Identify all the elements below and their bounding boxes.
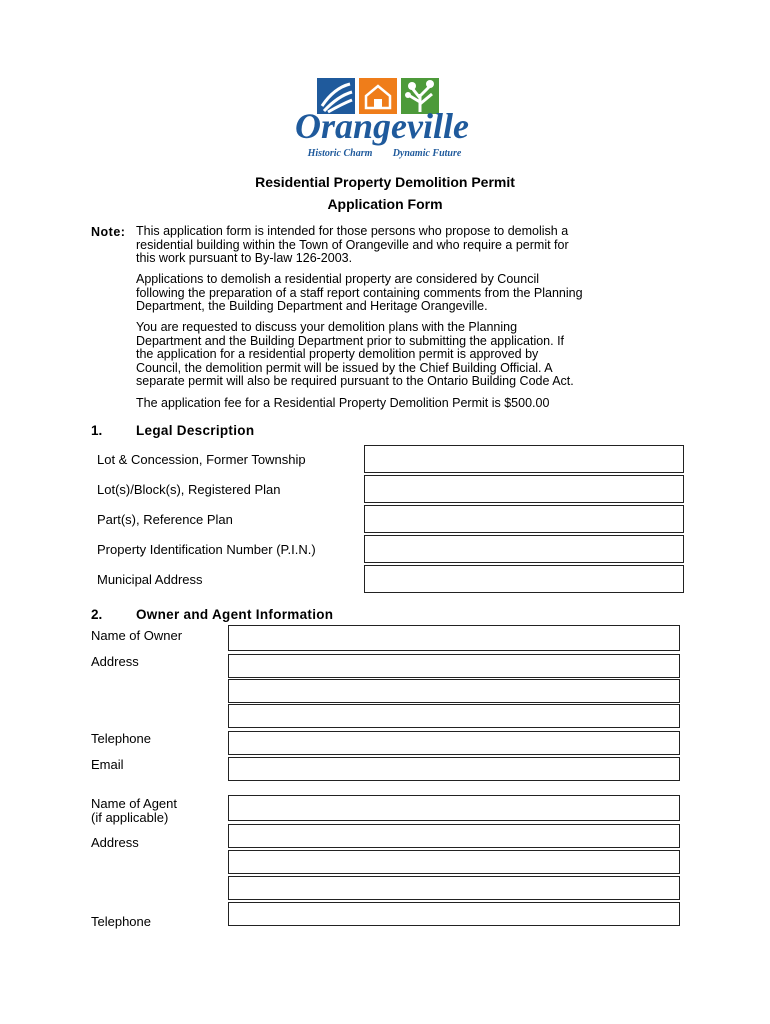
lot-concession-input[interactable] [364,445,684,473]
agent-address-input-1[interactable] [228,824,680,848]
form-title: Residential Property Demolition Permit [255,174,515,190]
orangeville-logo [262,74,502,164]
owner-address-input-1[interactable] [228,654,680,678]
owner-address-input-2[interactable] [228,679,680,703]
note-paragraph-fee: The application fee for a Residential Property Demolition Permit is $500.00 [136,396,550,410]
owner-telephone-label: Telephone [91,731,151,746]
logo-tagline-left: Historic Charm [307,148,373,159]
owner-address-label: Address [91,654,139,669]
owner-name-input[interactable] [228,625,680,651]
agent-name-input[interactable] [228,795,680,821]
agent-name-label: Name of Agent [91,796,177,811]
lot-block-label: Lot(s)/Block(s), Registered Plan [97,482,281,497]
owner-email-label: Email [91,757,124,772]
municipal-address-input[interactable] [364,565,684,593]
section-2-title: Owner and Agent Information [136,607,334,622]
owner-address-input-3[interactable] [228,704,680,728]
agent-applicable-label: (if applicable) [91,810,169,825]
agent-telephone-label: Telephone [91,914,151,929]
note-label: Note: [91,225,126,239]
lot-block-input[interactable] [364,475,684,503]
agent-telephone-input[interactable] [228,902,680,926]
section-2-number: 2. [91,607,103,622]
note-paragraph-1: This application form is intended for those persons who propose to demolish a residential building within the Town of Orangeville and who require a permit for this work pursuant to By-law 126-2003. [136,224,569,266]
agent-address-input-3[interactable] [228,876,680,900]
agent-address-label: Address [91,835,139,850]
parts-reference-input[interactable] [364,505,684,533]
section-1-number: 1. [91,423,103,438]
lot-concession-label: Lot & Concession, Former Township [97,452,306,467]
note-paragraph-3: You are requested to discuss your demolition plans with the Planning Department and the Building Department prior to submitting the application. If the application for a residential property demolition permit is approved by Council, the demolition permit will be issued by the Chief Building Official. A separate permit will also be required pursuant to the Ontario Building Code Act. [136,320,574,389]
owner-email-input[interactable] [228,757,680,781]
form-subtitle: Application Form [327,196,443,212]
agent-address-input-2[interactable] [228,850,680,874]
parts-reference-label: Part(s), Reference Plan [97,512,233,527]
municipal-address-label: Municipal Address [97,572,203,587]
logo-tagline-right: Dynamic Future [392,148,462,159]
owner-name-label: Name of Owner [91,628,183,643]
note-paragraph-2: Applications to demolish a residential property are considered by Council following the preparation of a staff report containing comments from the Planning Department, the Building Department and Heritage Orangeville. [136,272,583,314]
pin-label: Property Identification Number (P.I.N.) [97,542,316,557]
logo-wordmark: Orangeville [295,106,469,146]
pin-input[interactable] [364,535,684,563]
logo-graphic [262,74,502,164]
owner-telephone-input[interactable] [228,731,680,755]
section-1-title: Legal Description [136,423,255,438]
